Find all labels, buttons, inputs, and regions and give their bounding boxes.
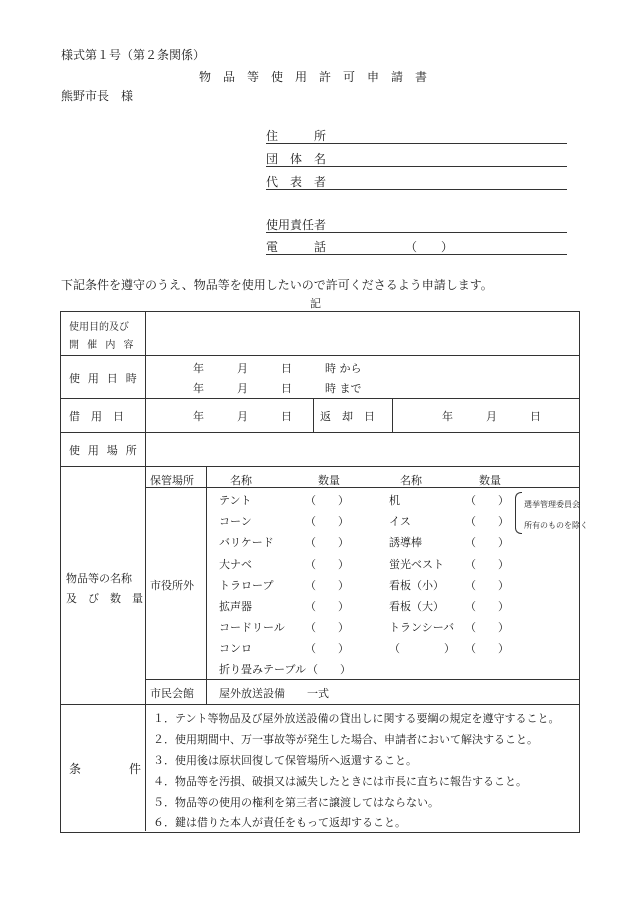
items-label-1: 物品等の名称 — [66, 572, 132, 585]
phone-label: 電 話 — [266, 240, 327, 254]
form-number: 様式第１号（第２条関係） — [61, 48, 206, 62]
group-name-line[interactable] — [266, 166, 567, 167]
addressee: 熊野市長 様 — [61, 89, 134, 103]
return-label: 返 却 日 — [320, 410, 375, 423]
item-name: トランシーバ — [389, 621, 455, 634]
item-name: 大ナベ — [219, 558, 252, 571]
item-name: テント — [219, 494, 252, 507]
item-name: コードリール — [219, 621, 285, 634]
note-line-2: 所有のものを除く — [524, 521, 588, 530]
item-qty-field[interactable]: （ ） — [465, 642, 509, 655]
item-qty-field[interactable]: （ ） — [465, 536, 509, 549]
item-qty-field[interactable]: （ ） — [305, 536, 349, 549]
address-label: 住 所 — [266, 129, 327, 143]
condition-item: ６．鍵は借りた本人が責任をもって返却すること。 — [153, 816, 406, 829]
condition-item: ３．使用後は原状回復して保管場所へ返還すること。 — [153, 754, 417, 767]
custom-item-field[interactable]: （ ） — [389, 642, 455, 655]
item-qty-field[interactable]: （ ） — [305, 621, 349, 634]
item-qty-field[interactable]: （ ） — [465, 494, 509, 507]
item-name: トラロープ — [219, 579, 274, 592]
item-name: 机 — [389, 494, 400, 507]
outdoor-label: 市役所外 — [150, 579, 194, 592]
item-name: 誘導棒 — [389, 536, 422, 549]
borrow-date[interactable]: 年 月 日 — [193, 410, 292, 423]
item-name: イス — [389, 515, 411, 528]
conditions-label: 条 件 — [69, 762, 142, 776]
item-name: 拡声器 — [219, 600, 252, 613]
item-qty-field[interactable]: （ ） — [465, 515, 509, 528]
representative-label: 代 表 者 — [266, 175, 327, 189]
manager-label: 使用責任者 — [266, 218, 327, 232]
group-name-label: 団 体 名 — [266, 152, 327, 166]
items-label-2: 及 び 数 量 — [66, 592, 143, 605]
item-qty-field[interactable]: （ ） — [305, 642, 349, 655]
item-name: 看板（小） — [389, 579, 444, 592]
item-name: コーン — [219, 515, 252, 528]
manager-line[interactable] — [266, 232, 567, 233]
purpose-field[interactable] — [150, 315, 574, 351]
purpose-label-2: 開 催 内 容 — [69, 340, 137, 351]
item-qty-field[interactable]: （ ） — [305, 515, 349, 528]
item-qty-field[interactable]: （ ） — [465, 600, 509, 613]
condition-item: ５．物品等の使用の権利を第三者に譲渡してはならない。 — [153, 796, 439, 809]
item-qty-field[interactable]: （ ） — [305, 494, 349, 507]
intro-text: 下記条件を遵守のうえ、物品等を使用したいので許可くださるよう申請します。 — [61, 278, 493, 292]
item-qty-field[interactable]: （ ） — [305, 579, 349, 592]
hall-label: 市民会館 — [150, 687, 194, 700]
name-header-left: 名称 — [230, 474, 252, 487]
storage-header: 保管場所 — [150, 474, 194, 487]
phone-line[interactable] — [266, 254, 567, 255]
return-date[interactable]: 年 月 日 — [442, 410, 541, 423]
item-name: 折り畳みテーブル — [219, 663, 307, 676]
condition-item: ４．物品等を汚損、破損又は滅失したときには市長に直ちに報告すること。 — [153, 775, 527, 788]
note-line-1: 選挙管理委員会 — [524, 500, 580, 509]
item-qty-field[interactable]: （ ） — [305, 558, 349, 571]
qty-header-right: 数量 — [479, 474, 501, 487]
phone-parens: （ ） — [405, 240, 454, 254]
qty-header-left: 数量 — [318, 474, 340, 487]
datetime-label: 使 用 日 時 — [69, 372, 139, 385]
representative-line[interactable] — [266, 189, 567, 190]
item-name: 看板（大） — [389, 600, 444, 613]
purpose-label-1: 使用目的及び — [69, 322, 129, 333]
ki-heading: 記 — [310, 297, 321, 310]
item-name: 蛍光ベスト — [389, 558, 444, 571]
item-qty-field[interactable]: （ ） — [305, 600, 349, 613]
name-header-right: 名称 — [400, 474, 422, 487]
datetime-from[interactable]: 年 月 日 時 から — [193, 362, 362, 375]
item-qty-field[interactable]: （ ） — [465, 558, 509, 571]
address-line[interactable] — [266, 143, 567, 144]
hall-item: 屋外放送設備 一式 — [219, 687, 329, 700]
page-title: 物 品 等 使 用 許 可 申 請 書 — [199, 70, 428, 84]
place-field[interactable] — [150, 436, 574, 462]
item-name: バリケード — [219, 536, 274, 549]
item-qty-field[interactable]: （ ） — [465, 579, 509, 592]
condition-item: ２．使用期間中、万一事故等が発生した場合、申請者において解決すること。 — [153, 733, 538, 746]
item-qty-field[interactable]: （ ） — [465, 621, 509, 634]
datetime-to[interactable]: 年 月 日 時 まで — [193, 382, 362, 395]
borrow-label: 借 用 日 — [69, 410, 124, 423]
note-brace — [515, 492, 522, 534]
condition-item: １．テント等物品及び屋外放送設備の貸出しに関する要綱の規定を遵守すること。 — [153, 712, 560, 725]
place-label: 使 用 場 所 — [69, 444, 139, 457]
item-qty-field[interactable]: （ ） — [307, 663, 351, 676]
item-name: コンロ — [219, 642, 252, 655]
